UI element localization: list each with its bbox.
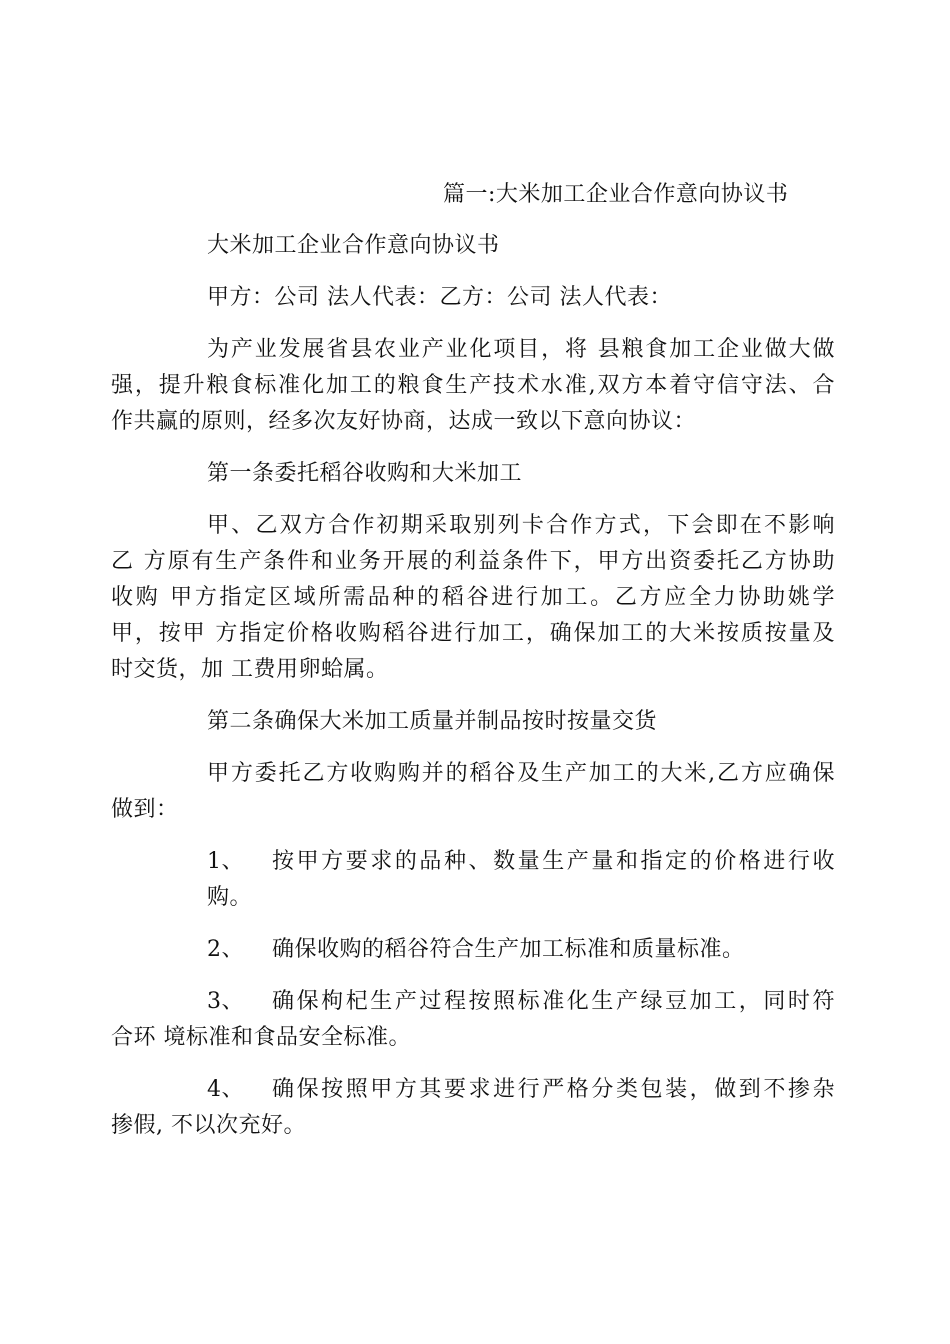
article-2-line: 甲方委托乙方收购购并的稻谷及生产加工的大米,乙方应确保 [207,761,835,786]
intro-line: 为产业发展省县农业产业化项目，将 县粮食加工企业做大做 [207,337,835,362]
article-2-line: 做到： [111,797,179,822]
article-1-line: 时交货，加 工费用卵蛤属。 [111,657,389,682]
item-line: 确保枸杞生产过程按照标准化生产绿豆加工，同时符 [272,989,835,1014]
article-1-line: 甲、乙双方合作初期采取别列卡合作方式，下会即在不影响 [207,513,835,538]
intro-line: 强，提升粮食标准化加工的粮食生产技术水准,双方本着守信守法、合 [111,373,835,398]
item-line: 确保收购的稻谷符合生产加工标准和质量标准。 [272,937,745,962]
parties-line: 甲方：公司 法人代表：乙方：公司 法人代表： [207,285,672,310]
item-number: 2、 [207,937,244,962]
item-line: 购。 [207,885,253,910]
item-number: 3、 [207,989,244,1014]
item-line: 按甲方要求的品种、数量生产量和指定的价格进行收 [272,849,835,874]
item-line: 掺假, 不以次充好。 [111,1113,306,1138]
article-1-line: 收购 甲方指定区域所需品种的稻谷进行加工。乙方应全力协助姚学 [111,585,835,610]
document-heading: 篇一:大米加工企业合作意向协议书 [443,182,789,207]
item-number: 1、 [207,849,244,874]
article-1-line: 乙 方原有生产条件和业务开展的利益条件下，甲方出资委托乙方协助 [111,549,835,574]
item-line: 确保按照甲方其要求进行严格分类包装，做到不掺杂 [272,1077,835,1102]
article-1-title: 第一条委托稻谷收购和大米加工 [207,461,523,486]
article-1-line: 甲，按甲 方指定价格收购稻谷进行加工，确保加工的大米按质按量及 [111,621,835,646]
item-number: 4、 [207,1077,244,1102]
article-2-title: 第二条确保大米加工质量并制品按时按量交货 [207,709,658,734]
agreement-title: 大米加工企业合作意向协议书 [207,233,500,258]
item-line: 合环 境标准和食品安全标准。 [111,1025,411,1050]
intro-line: 作共赢的原则，经多次友好协商，达成一致以下意向协议： [111,409,697,434]
